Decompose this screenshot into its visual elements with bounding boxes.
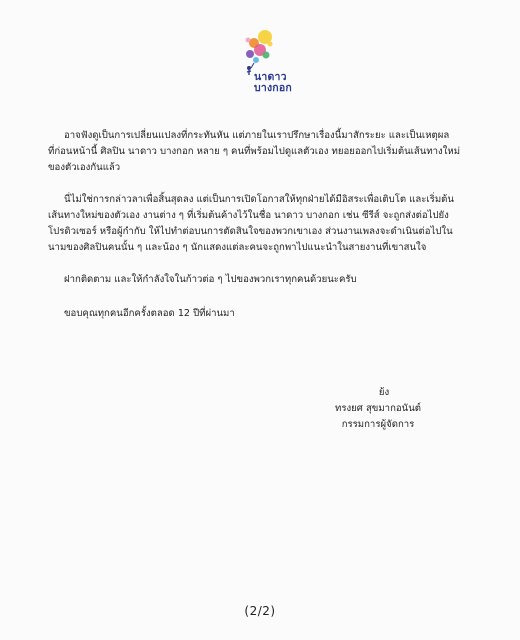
- nadao-bangkok-logo: [232, 28, 292, 106]
- paragraph-1-line-3: ของตัวเองกันแล้ว: [48, 162, 121, 174]
- signature-name: ทรงยศ สุขมากอนันต์: [335, 403, 421, 415]
- paragraph-2-line-4: นามของศิลปินคนนั้น ๆ และน้อง ๆ นักแสดงแต่ละคนจะถูกพาไปแนะนำในสายงานที่เขาสนใจ: [48, 242, 427, 254]
- signature-nickname: ย้ง: [378, 387, 390, 398]
- logo-wordmark: [254, 72, 292, 94]
- paragraph-4: [48, 306, 478, 322]
- signature-title: กรรมการผู้จัดการ: [341, 419, 415, 431]
- logo-balloons-graphic: [232, 28, 292, 76]
- paragraph-2-line-1: นี่ไม่ใช่การกล่าวลาเพื่อสิ้นสุดลง แต่เป็นการเปิดโอกาสให้ทุกฝ่ายได้มีอิสระเพื่อเติบโต และเริ่มต้น: [64, 193, 454, 205]
- page-number: (2/2): [244, 604, 276, 618]
- paragraph-3: [48, 272, 478, 288]
- letter-body: [48, 128, 478, 338]
- paragraph-1-line-1: อาจฟังดูเป็นการเปลี่ยนแปลงที่กระทันหัน แต่ภายในเราปรึกษาเรื่องนี้มาสักระยะ และเป็นเหตุผล: [64, 130, 450, 141]
- logo-line-1: นาดาว: [254, 71, 287, 83]
- paragraph-2: [48, 192, 478, 257]
- signature-block: [308, 385, 448, 434]
- paragraph-4-line-1: ขอบคุณทุกคนอีกครั้งตลอด 12 ปีที่ผ่านมา: [64, 307, 235, 319]
- logo-line-2: บางกอก: [254, 82, 292, 94]
- paragraph-2-line-3: โปรดิวเซอร์ หรือผู้กำกับ ให้ไปทำต่อบนการตัดสินใจของพวกเขาเอง ส่วนงานเพลงจะดำเนินต่อไปใน: [48, 226, 453, 238]
- paragraph-3-line-1: ฝากติดตาม และให้กำลังใจในก้าวต่อ ๆ ไปของพวกเราทุกคนด้วยนะครับ: [64, 274, 357, 286]
- paragraph-1: [48, 128, 478, 177]
- paragraph-2-line-2: เส้นทางใหม่ของตัวเอง งานต่าง ๆ ที่เริ่มต้นค้างไว้ในชื่อ นาดาว บางกอก เช่น ซีรีส์ จะถูกส่งต่อไปยัง: [48, 209, 449, 221]
- paragraph-1-line-2: ที่ก่อนหน้านี้ ศิลปิน นาดาว บางกอก หลาย ๆ คนที่พร้อมไปดูแลตัวเอง ทยอยออกไปเริ่มต้นเส้นทางใหม่: [48, 146, 461, 158]
